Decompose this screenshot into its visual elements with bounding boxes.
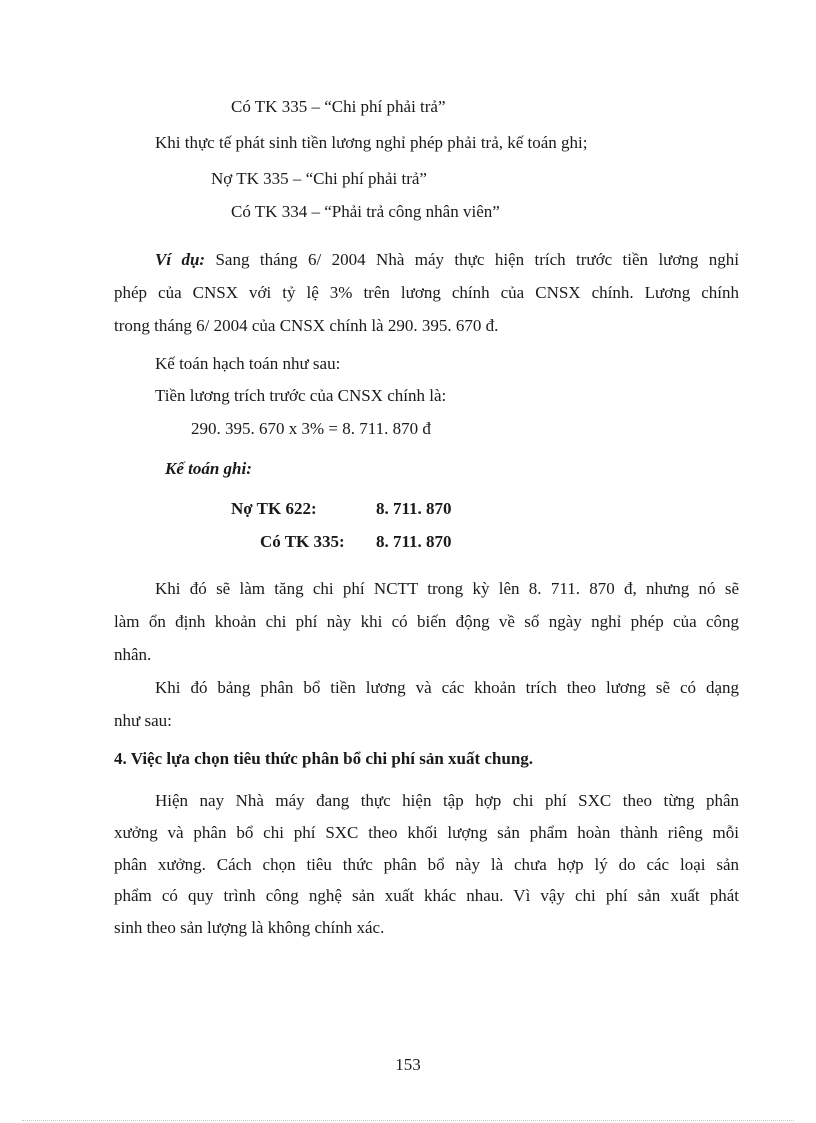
sxc-line-1: Hiện nay Nhà máy đang thực hiện tập hợp chi phí SXC theo từng phân bbox=[155, 791, 739, 810]
intro-line: Khi thực tế phát sinh tiền lương nghỉ phép phải trả, kế toán ghi; bbox=[155, 133, 588, 152]
calculation-line: 290. 395. 670 x 3% = 8. 711. 870 đ bbox=[191, 419, 431, 438]
sxc-line-2: xưởng và phân bổ chi phí SXC theo khối lượng sản phẩm hoàn thành riêng mỗi bbox=[114, 823, 739, 842]
credit-account: Có TK 335: bbox=[260, 532, 345, 551]
accounting-records-label: Kế toán ghi: bbox=[165, 459, 252, 478]
table-intro-line-2: như sau: bbox=[114, 711, 172, 730]
example-line-2: phép của CNSX với tỷ lệ 3% trên lương chính của CNSX chính. Lương chính bbox=[114, 283, 739, 302]
entry2-debit-line: Nợ TK 335 – “Chi phí phải trả” bbox=[211, 169, 427, 188]
footer-divider bbox=[22, 1120, 794, 1121]
example-line-3: trong tháng 6/ 2004 của CNSX chính là 290. 395. 670 đ. bbox=[114, 316, 499, 335]
sxc-line-4: phẩm có quy trình công nghệ sản xuất khác nhau. Vì vậy chi phí sản xuất phát bbox=[114, 886, 739, 905]
example-label: Ví dụ: bbox=[155, 250, 206, 269]
effect-line-3: nhân. bbox=[114, 645, 152, 664]
effect-line-1: Khi đó sẽ làm tăng chi phí NCTT trong kỳ lên 8. 711. 870 đ, nhưng nó sẽ bbox=[155, 579, 739, 598]
sxc-line-3: phân xưởng. Cách chọn tiêu thức phân bổ này là chưa hợp lý do các loại sản bbox=[114, 855, 739, 874]
debit-account: Nợ TK 622: bbox=[231, 499, 317, 518]
effect-line-2: làm ổn định khoản chi phí này khi có biến động về số ngày nghỉ phép của công bbox=[114, 612, 739, 631]
section-heading: 4. Việc lựa chọn tiêu thức phân bổ chi phí sản xuất chung. bbox=[114, 749, 534, 768]
advance-salary-label: Tiền lương trích trước của CNSX chính là: bbox=[155, 386, 447, 405]
credit-amount: 8. 711. 870 bbox=[376, 532, 452, 551]
example-text-1: Sang tháng 6/ 2004 Nhà máy thực hiện trích trước tiền lương nghỉ bbox=[205, 250, 739, 269]
sxc-line-5: sinh theo sản lượng là không chính xác. bbox=[114, 918, 385, 937]
page-number: 153 bbox=[395, 1055, 421, 1074]
entry2-credit-line: Có TK 334 – “Phải trả công nhân viên” bbox=[231, 202, 500, 221]
debit-amount: 8. 711. 870 bbox=[376, 499, 452, 518]
accounting-intro: Kế toán hạch toán như sau: bbox=[155, 354, 341, 373]
entry1-credit-line: Có TK 335 – “Chi phí phải trả” bbox=[231, 97, 446, 116]
table-intro-line-1: Khi đó bảng phân bổ tiền lương và các khoản trích theo lương sẽ có dạng bbox=[155, 678, 739, 697]
example-line-1 bbox=[155, 249, 739, 271]
